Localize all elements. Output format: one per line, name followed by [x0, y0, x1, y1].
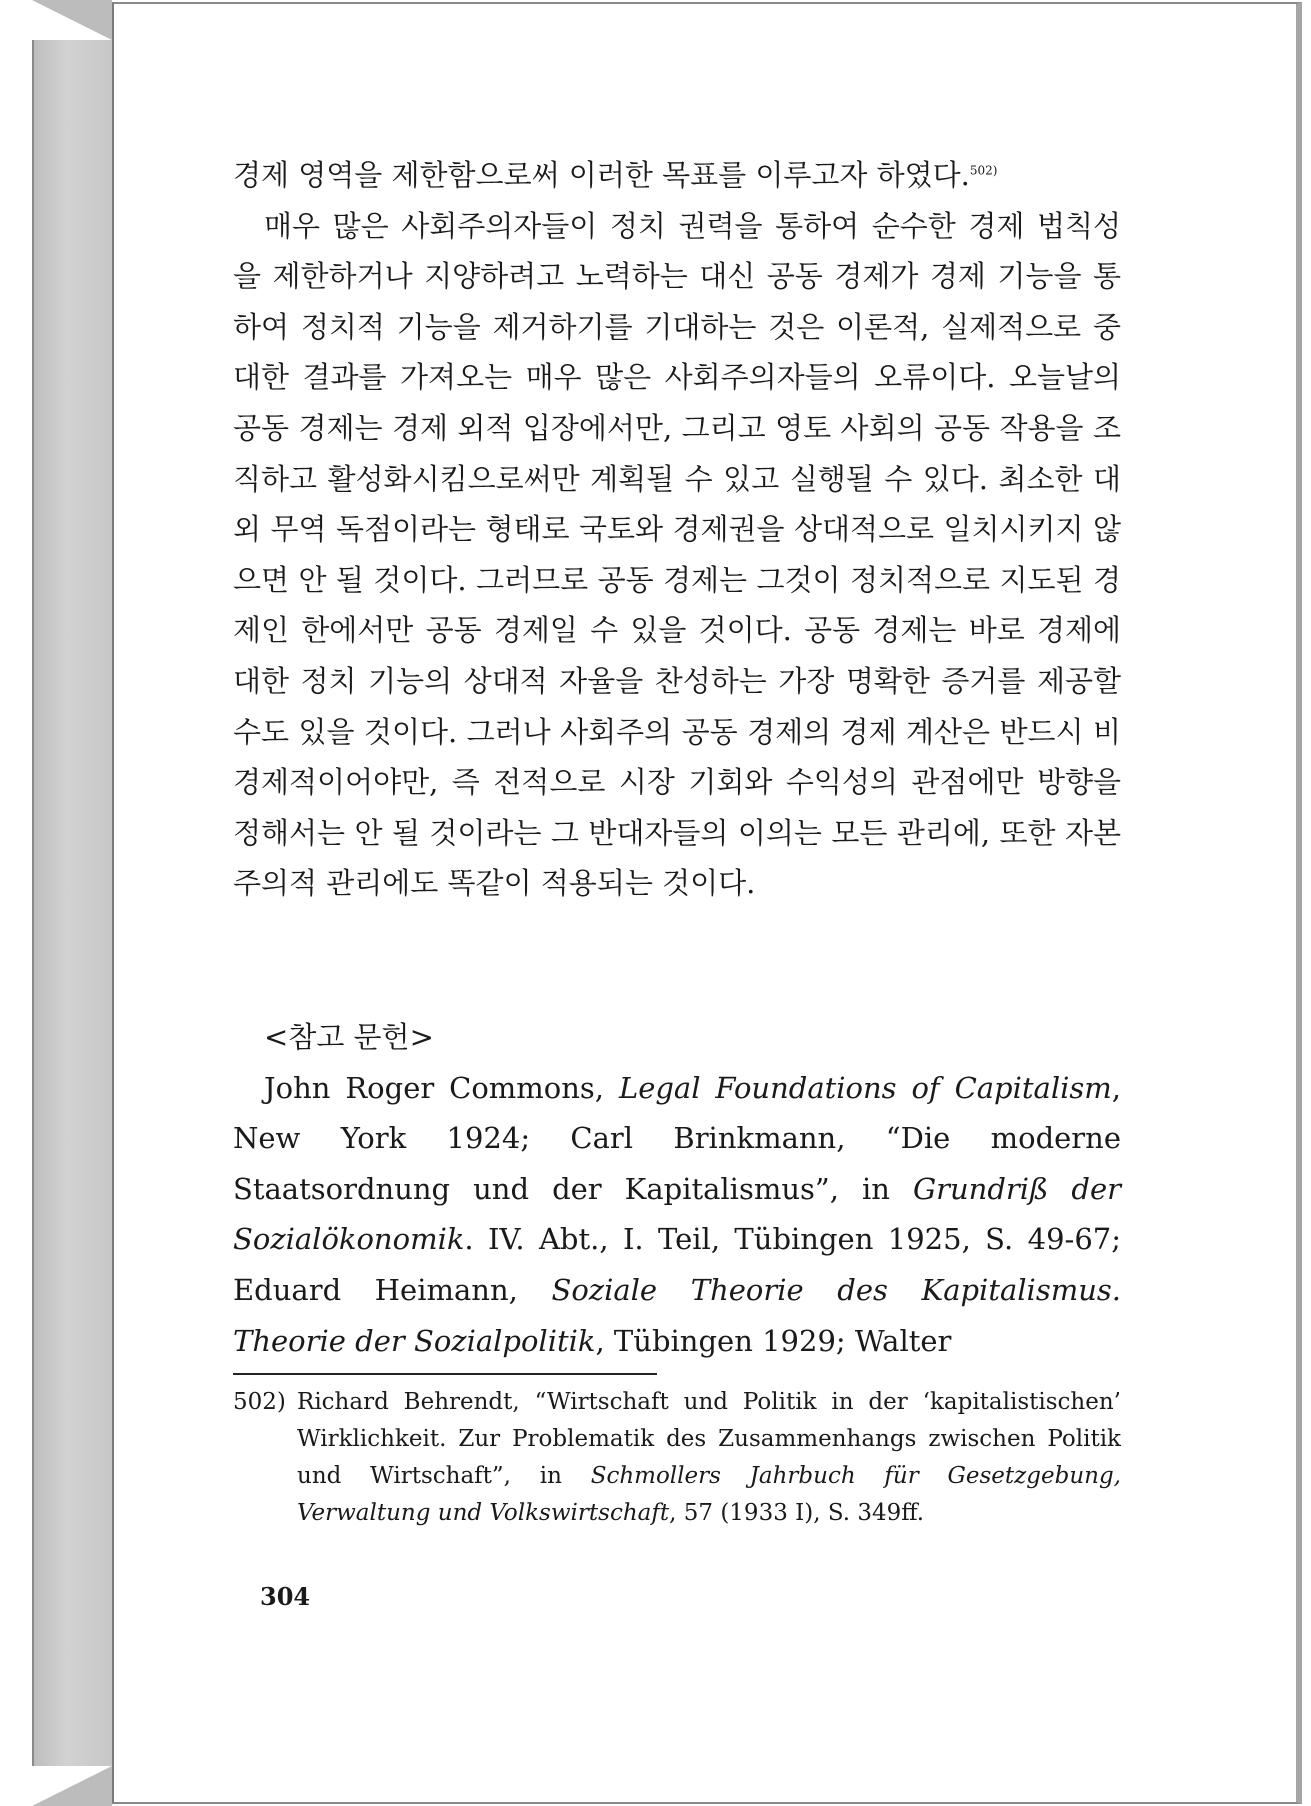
reference-1-author: John Roger Commons, [264, 1070, 619, 1105]
paragraph-1-text: 경제 영역을 제한함으로써 이러한 목표를 이루고자 하였다. [233, 158, 970, 192]
paragraph-2: 매우 많은 사회주의자들이 정치 권력을 통하여 순수한 경제 법칙성을 제한하거나 지양하려고 노력하는 대신 공동 경제가 경제 기능을 통하여 정치적 기능을 제거하기를 기대하는 것은 이론적, 실제적으로 중대한 결과를 가져오는 매우 많은 사회주의자들의 오류이다. 오늘날의 공동 경제는 경제 외적 입장에서만, 그리고 영토 사회의 공동 작용을 조직하고 활성화시킴으로써만 계획될 수 있고 실행될 수 있다. 최소한 대외 무역 독점이라는 형태로 국토와 경제권을 상대적으로 일치시키지 않으면 안 될 것이다. 그러므로 공동 경제는 그것이 정치적으로 지도된 경제인 한에서만 공동 경제일 수 있을 것이다. 공동 경제는 바로 경제에 대한 정치 기능의 상대적 자율을 찬성하는 가장 명확한 증거를 제공할 수도 있을 것이다. 그러나 사회주의 공동 경제의 경제 계산은 반드시 비경제적이어야만, 즉 전적으로 시장 기회와 수익성의 관점에만 방향을 정해서는 안 될 것이라는 그 반대자들의 이의는 모든 관리에, 또한 자본주의적 관리에도 똑같이 적용되는 것이다. [233, 208, 1121, 901]
footnote-title: Schmollers Jahrbuch für Gesetzgebung, Verwaltung und Volkswirtschaft [297, 1463, 1121, 1526]
paragraph-1 [233, 150, 1121, 201]
book-spine-bottom [32, 1766, 112, 1806]
reference-3-title: Soziale Theorie des Kapitalismus. Theorie der Sozialpolitik [233, 1272, 1121, 1358]
references-heading: <참고 문헌> [264, 1020, 434, 1054]
footnote-text-a: Richard Behrendt, “Wirtschaft und Politik in der ‘kapitalistischen’ Wirklichkeit. Zur Problematik des Zusammenhangs zwischen Politik und Wirtschaft”, in [297, 1389, 1121, 1489]
reference-1-title: Legal Foundations of Capitalism [618, 1070, 1112, 1105]
footnote-divider [233, 1373, 657, 1375]
reference-3-rest: , Tübingen 1929; Walter [595, 1323, 952, 1358]
footnote-502 [233, 1384, 1121, 1532]
book-spine [32, 40, 114, 1766]
reference-1-rest: , New York 1924; Carl Brinkmann, “Die moderne Staatsordnung und der Kapitalismus”, in [233, 1070, 1121, 1206]
footnote-number: 502) [233, 1389, 286, 1415]
reference-2-title: Grundriß der Sozialökonomik [233, 1171, 1121, 1257]
footnote-text-b: , 57 (1933 I), S. 349ff. [669, 1500, 925, 1526]
references-section [233, 1012, 1121, 1366]
references-body [233, 1063, 1121, 1367]
page-number: 304 [260, 1582, 311, 1611]
book-spine-top [32, 0, 112, 40]
footnote-reference[interactable]: 502) [969, 163, 998, 178]
reference-2-rest: . IV. Abt., I. Teil, Tübingen 1925, S. 49-67; Eduard Heimann, [233, 1222, 1121, 1307]
body-text [233, 150, 1121, 909]
footnote-text [297, 1384, 1121, 1532]
